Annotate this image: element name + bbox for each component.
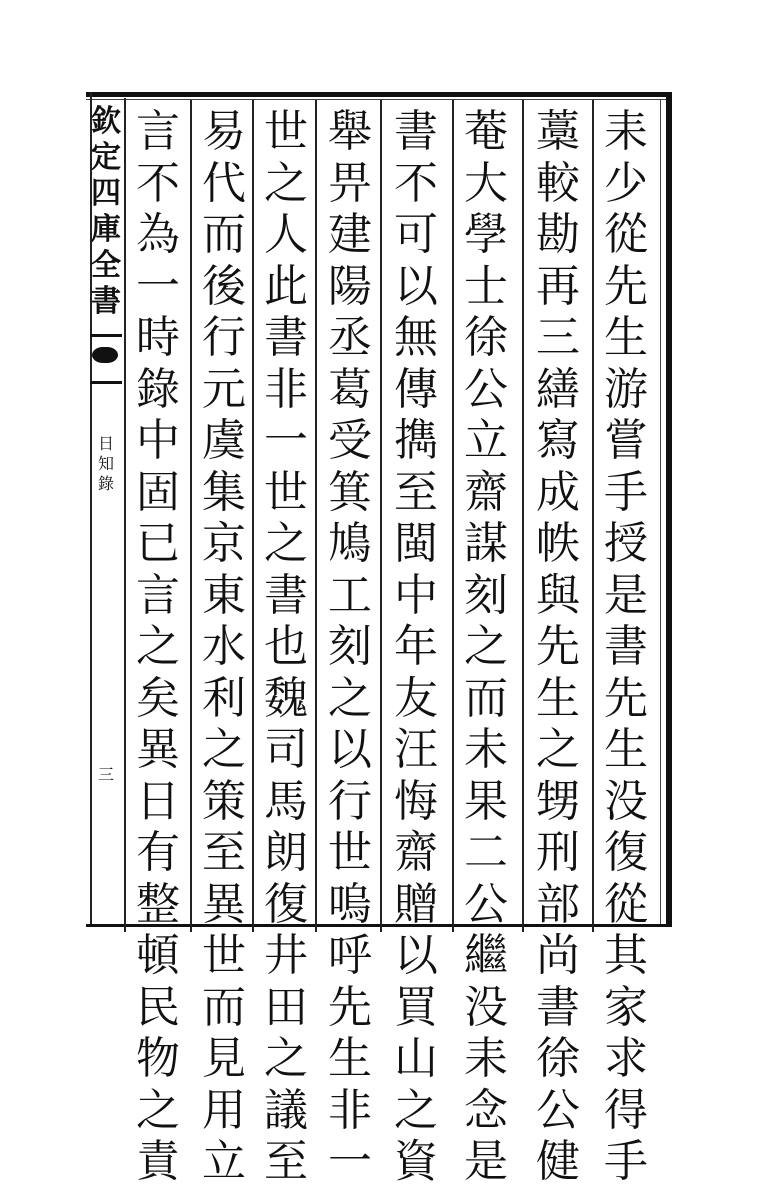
text-column-3: 菴大學士徐公立齋謀刻之而未果二公繼没耒念是 <box>464 106 508 1187</box>
spine-title: 欽定四庫全書 <box>91 104 121 319</box>
text-column-5: 舉畀建陽丞葛受箕鳩工刻之以行世嗚呼先生非一 <box>328 106 372 1187</box>
page-spine <box>86 98 126 932</box>
frame-top-border <box>86 92 672 97</box>
text-column-7: 易代而後行元虞集京東水利之策至異世而見用立 <box>202 106 246 1187</box>
column-rule <box>380 100 382 932</box>
text-column-4: 書不可以無傳擕至閩中年友汪悔齋贈以買山之資 <box>394 106 438 1187</box>
fish-tail-icon <box>92 347 118 363</box>
column-rule <box>522 100 524 932</box>
text-column-8: 言不為一時錄中固已言之矣異日有整頓民物之責 <box>136 106 180 1187</box>
frame-right-inner-border <box>660 99 661 924</box>
book-title: 日知錄 <box>97 434 114 493</box>
page-number: 三 <box>97 765 114 784</box>
text-column-2: 藁較勘再三繕寫成帙與先生之甥刑部尚書徐公健 <box>536 106 580 1187</box>
text-column-1: 耒少從先生游嘗手授是書先生没復從其家求得手 <box>604 106 648 1187</box>
text-column-6: 世之人此書非一世之書也魏司馬朗復井田之議至 <box>264 106 308 1187</box>
column-rule <box>190 100 192 932</box>
fish-tail-mark <box>90 334 122 384</box>
frame-top-inner-border <box>86 99 672 100</box>
frame-right-border <box>666 92 672 927</box>
column-rule <box>452 100 454 932</box>
column-rule <box>592 100 594 932</box>
